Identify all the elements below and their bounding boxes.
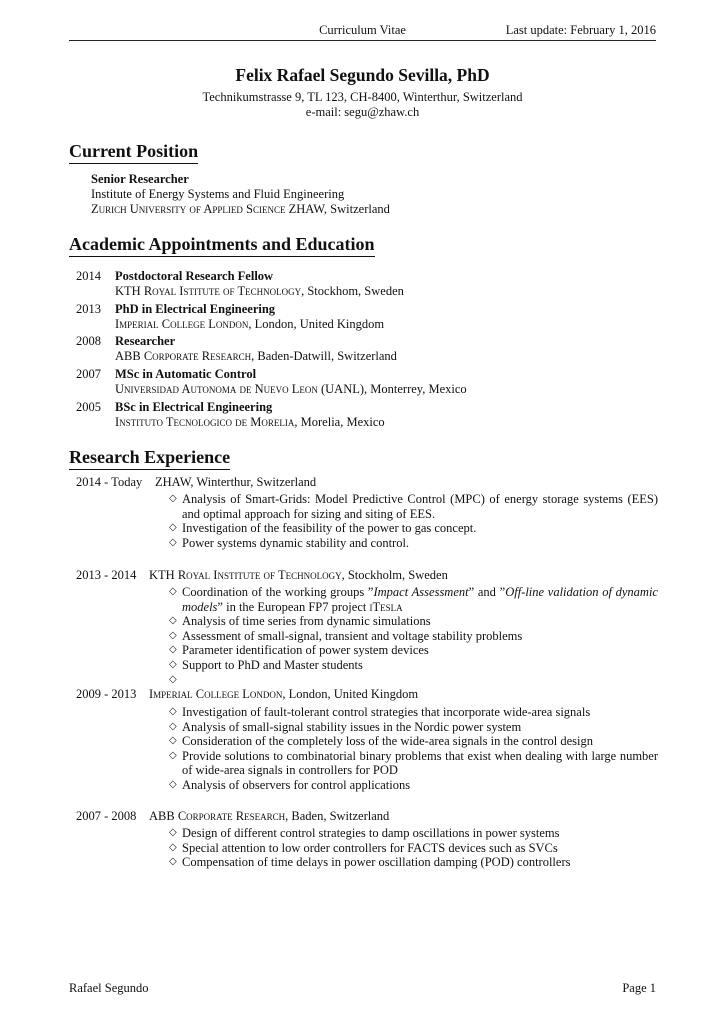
- research-org-suffix: , Baden, Switzerland: [285, 809, 390, 823]
- footer-author: Rafael Segundo: [69, 981, 149, 995]
- research-org-name: KTH Royal Institute of Technology: [149, 568, 342, 582]
- header-rule: [69, 40, 656, 41]
- list-item-text: Analysis of small-signal stability issues in the Nordic power system: [182, 719, 522, 734]
- footer-page-number: Page 1: [622, 981, 656, 995]
- section-title-current-position: Current Position: [69, 141, 198, 164]
- research-place: [149, 687, 418, 702]
- academic-org: [115, 349, 397, 364]
- list-item: [169, 826, 658, 841]
- research-period: 2009 - 2013: [76, 687, 137, 701]
- academic-org-suffix: , Baden-Datwill, Switzerland: [251, 349, 397, 363]
- list-item: [169, 492, 658, 521]
- item-emphasis: Impact Assessment: [373, 585, 469, 599]
- diamond-bullet-icon: ◇: [169, 720, 177, 732]
- academic-org: [115, 317, 384, 332]
- list-item: [169, 855, 658, 870]
- list-item: [169, 643, 658, 658]
- academic-org-name: Universidad Autonoma de Nuevo Leon: [115, 382, 318, 396]
- academic-year: 2007: [76, 367, 101, 381]
- item-text-part: ” in the European FP7 project: [217, 599, 370, 614]
- academic-org: [115, 415, 385, 430]
- list-item-text: Power systems dynamic stability and control.: [182, 535, 410, 550]
- academic-org-name: Imperial College London: [115, 317, 249, 331]
- list-item-text: Assessment of small-signal, transient and voltage stability problems: [182, 628, 523, 643]
- academic-title: BSc in Electrical Engineering: [115, 400, 273, 414]
- list-item: [169, 749, 658, 778]
- current-role: Senior Researcher: [91, 172, 189, 186]
- diamond-bullet-icon: ◇: [169, 644, 177, 656]
- academic-org-suffix: , London, United Kingdom: [248, 317, 385, 331]
- academic-org-suffix: , Morelia, Mexico: [294, 415, 385, 429]
- diamond-bullet-icon: ◇: [169, 658, 177, 670]
- research-bullets: [169, 705, 658, 793]
- diamond-bullet-icon: ◇: [169, 586, 177, 597]
- research-bullets: [169, 585, 658, 685]
- academic-org-suffix: , Stockhom, Sweden: [301, 284, 404, 298]
- person-email: e-mail: segu@zhaw.ch: [305, 105, 420, 119]
- diamond-bullet-icon: ◇: [169, 629, 177, 641]
- list-item-text: Analysis of time series from dynamic simulations: [182, 614, 431, 629]
- list-item-text: Special attention to low order controllers for FACTS devices such as SVCs: [182, 840, 558, 855]
- current-university: [91, 202, 390, 217]
- research-place: [149, 568, 448, 583]
- header-title: Curriculum Vitae: [319, 23, 406, 37]
- diamond-bullet-icon: ◇: [169, 749, 177, 761]
- diamond-bullet-icon: ◇: [169, 841, 177, 853]
- list-item-text: Analysis of observers for control applications: [182, 777, 411, 792]
- academic-title: Postdoctoral Research Fellow: [115, 269, 274, 283]
- academic-org: [115, 284, 404, 299]
- research-period: 2014 - Today: [76, 475, 143, 489]
- academic-title: Researcher: [115, 334, 176, 348]
- diamond-bullet-icon: ◇: [169, 778, 177, 790]
- list-item: [169, 734, 658, 749]
- diamond-bullet-icon: ◇: [169, 706, 177, 717]
- academic-title: PhD in Electrical Engineering: [115, 302, 276, 316]
- research-bullets: [169, 492, 658, 550]
- academic-title: MSc in Automatic Control: [115, 367, 257, 381]
- section-title-academic: Academic Appointments and Education: [69, 234, 375, 257]
- current-institute: Institute of Energy Systems and Fluid Engineering: [91, 187, 345, 201]
- list-item: [169, 521, 658, 536]
- list-item-text: Analysis of Smart-Grids: Model Predictive Control (MPC) of energy storage systems (EES) and optimal approach for sizing and siting of EES.: [182, 492, 658, 521]
- research-period: 2013 - 2014: [76, 568, 137, 582]
- research-org-suffix: , Winterthur, Switzerland: [190, 475, 317, 489]
- list-item: [169, 705, 658, 720]
- person-name: Felix Rafael Segundo Sevilla, PhD: [235, 65, 490, 85]
- item-text-part: ” and ”: [468, 585, 506, 599]
- current-university-name: Zurich University of Applied Science: [91, 202, 286, 216]
- research-org-suffix: , Stockholm, Sweden: [341, 568, 448, 582]
- current-university-suffix: ZHAW, Switzerland: [285, 202, 390, 216]
- diamond-bullet-icon: ◇: [169, 493, 177, 504]
- list-item: [169, 614, 658, 629]
- diamond-bullet-icon: ◇: [169, 536, 177, 548]
- academic-org: [115, 382, 467, 397]
- research-org-name: ZHAW: [155, 475, 191, 489]
- item-emphasis: Off-line validation of dynamic models: [182, 585, 658, 614]
- list-item: [169, 629, 658, 644]
- research-org-name: Imperial College London: [149, 687, 283, 701]
- research-place: [155, 475, 316, 490]
- list-item: [169, 536, 658, 551]
- research-period: 2007 - 2008: [76, 809, 137, 823]
- diamond-bullet-icon: ◇: [169, 827, 177, 838]
- research-org-suffix: , London, United Kingdom: [282, 687, 419, 701]
- academic-year: 2013: [76, 302, 101, 316]
- academic-year: 2005: [76, 400, 101, 414]
- list-item-text: Consideration of the completely loss of the wide-area signals in the control design: [182, 734, 594, 749]
- project-name: iTesla: [369, 599, 403, 614]
- list-item-text: Investigation of the feasibility of the power to gas concept.: [182, 521, 477, 536]
- list-item-text: [182, 585, 658, 614]
- diamond-bullet-icon: ◇: [169, 673, 177, 685]
- list-item-text: Provide solutions to combinatorial binary problems that exist when dealing with large number of wide-area signals in controllers for POD: [182, 748, 658, 778]
- list-item: [169, 658, 658, 673]
- diamond-bullet-icon: ◇: [169, 856, 177, 868]
- person-address: Technikumstrasse 9, TL 123, CH-8400, Winterthur, Switzerland: [202, 90, 523, 104]
- diamond-bullet-icon: ◇: [169, 522, 177, 534]
- list-item: [169, 585, 658, 614]
- list-item-text: Compensation of time delays in power oscillation damping (POD) controllers: [182, 855, 571, 870]
- header-last-update: Last update: February 1, 2016: [505, 23, 656, 37]
- list-item-text: Parameter identification of power system devices: [182, 643, 429, 658]
- list-item-text: Investigation of fault-tolerant control strategies that incorporate wide-area signals: [182, 705, 591, 719]
- list-item: [169, 841, 658, 856]
- academic-org-name: KTH Royal Istitute of Technology: [115, 284, 302, 298]
- academic-org-name: ABB Corporate Research: [115, 349, 252, 363]
- diamond-bullet-icon: ◇: [169, 615, 177, 627]
- list-item-text: Support to PhD and Master students: [182, 657, 363, 672]
- item-text-part: Coordination of the working groups ”: [182, 585, 374, 599]
- list-item-text: Design of different control strategies to damp oscillations in power systems: [182, 826, 560, 840]
- section-title-research: Research Experience: [69, 447, 230, 470]
- academic-year: 2008: [76, 334, 101, 348]
- research-bullets: [169, 826, 658, 870]
- academic-org-suffix: (UANL), Monterrey, Mexico: [317, 382, 467, 396]
- research-place: [149, 809, 389, 824]
- diamond-bullet-icon: ◇: [169, 735, 177, 747]
- list-item: [169, 778, 658, 793]
- academic-org-name: Instituto Tecnologico de Morelia: [115, 415, 295, 429]
- academic-year: 2014: [76, 269, 101, 283]
- research-org-name: ABB Corporate Research: [149, 809, 286, 823]
- list-item: [169, 720, 658, 735]
